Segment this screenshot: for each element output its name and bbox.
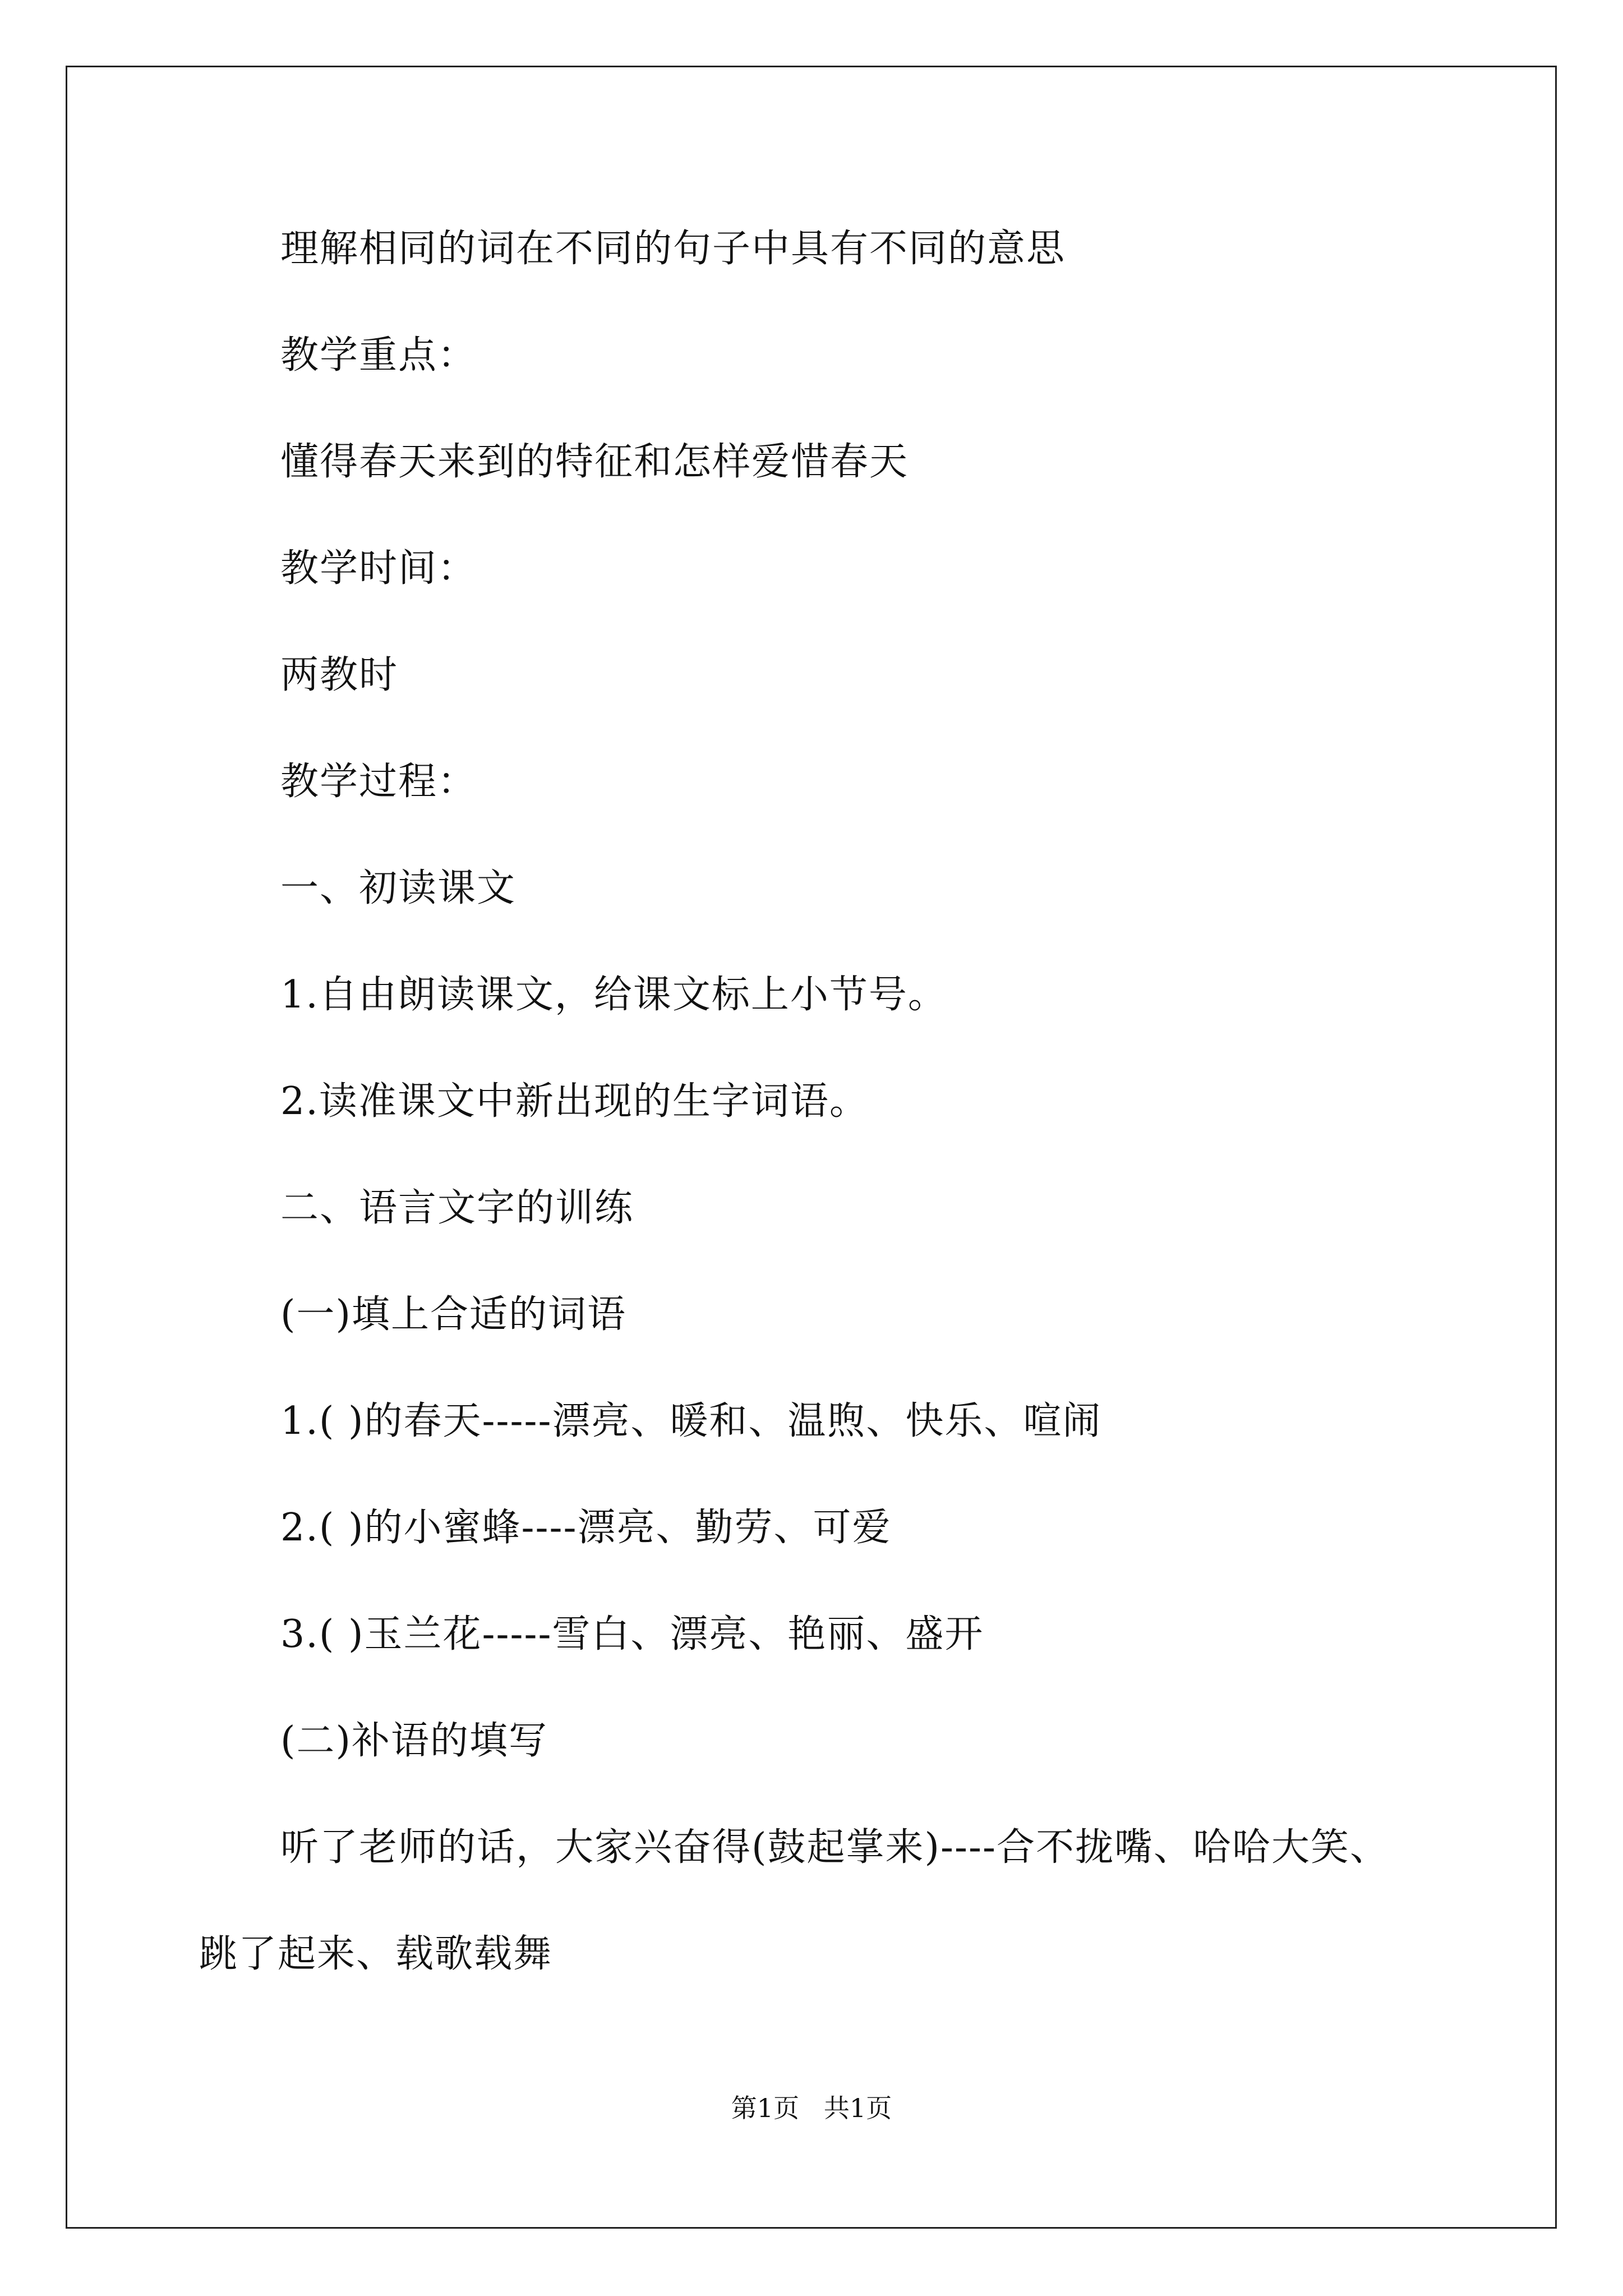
body-line-continuation: 跳了起来、载歌载舞 xyxy=(199,1932,553,1976)
body-line: 两教时 xyxy=(280,653,399,697)
body-line: 懂得春天来到的特征和怎样爱惜春天 xyxy=(280,440,909,484)
section-heading: 二、语言文字的训练 xyxy=(280,1186,634,1230)
list-item: 1.自由朗读课文，给课文标上小节号。 xyxy=(280,973,947,1017)
page-number-footer: 第1页 共1页 xyxy=(731,2093,892,2123)
section-heading: 教学重点： xyxy=(280,333,477,378)
page-border xyxy=(66,66,1557,2229)
subsection-heading: (二)补语的填写 xyxy=(280,1719,548,1763)
body-line: 听了老师的话，大家兴奋得(鼓起掌来)----合不拢嘴、哈哈大笑、 xyxy=(280,1825,1389,1870)
body-line: 理解相同的词在不同的句子中具有不同的意思 xyxy=(280,227,1066,271)
subsection-heading: (一)填上合适的词语 xyxy=(280,1292,627,1337)
list-item: 2.( )的小蜜蜂----漂亮、勤劳、可爱 xyxy=(280,1506,892,1550)
section-heading: 教学时间： xyxy=(280,546,477,591)
section-heading: 一、初读课文 xyxy=(280,866,517,910)
list-item: 3.( )玉兰花-----雪白、漂亮、艳丽、盛开 xyxy=(280,1612,984,1657)
list-item: 2.读准课文中新出现的生字词语。 xyxy=(280,1079,869,1124)
list-item: 1.( )的春天-----漂亮、暖和、温煦、快乐、喧闹 xyxy=(280,1399,1102,1443)
section-heading: 教学过程： xyxy=(280,760,477,804)
